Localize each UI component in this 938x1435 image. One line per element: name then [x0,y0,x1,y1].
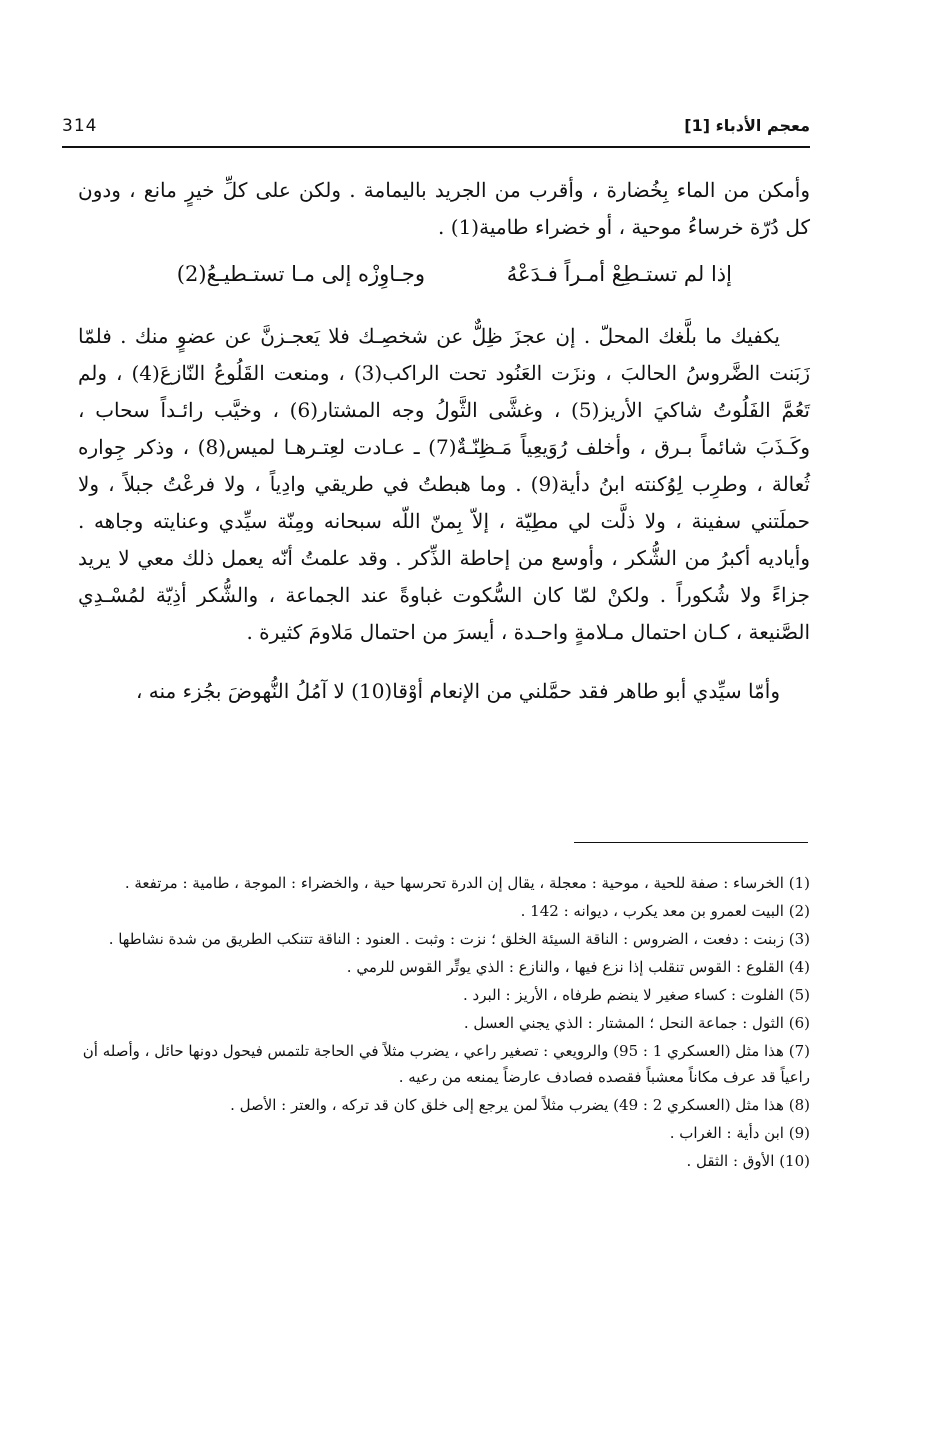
footnote-number: (3) [788,930,810,948]
page-number: 314 [62,116,98,136]
footnote [62,926,810,952]
footnotes [62,870,810,1176]
footnote-text: الأوق : الثقل . [686,1152,775,1170]
page-header [62,112,810,140]
verse-second-hemistich: وجـاوِزْه إلى مـا تستـطيـعُ(2) [176,262,425,286]
paragraph-1: وأمكن من الماء بِخُضارة ، وأقرب من الجريد باليمامة . ولكن على كلِّ خيرٍ مانع ، ودون كل دُرّة خرساءُ موحية ، أو خضراء طامية(1) . [78,178,810,239]
main-text [78,172,810,710]
footnote [62,1120,810,1146]
footnote-text: هذا مثل (العسكري 2 : 49) يضرب مثلاً لمن يرجع إلى خلق كان قد تركه ، والعتر : الأصل . [230,1096,784,1114]
poetry-verse [78,256,810,296]
paragraph-2: يكفيك ما بلَّغك المحلّ . إن عجزَ ظِلٌّ عن شخصِـك فلا يَعجـزنَّ عن عضوٍ منك . فلمّا زَبَنت الضَّروسُ الحالبَ ، ونزَت العَنُود تحت الراكب(3) ، ومنعت القَلُوعُ النّازعَ(4) ، ولم تَعُمَّ الفَلُوتُ شاكيَ الأريز(5) ، وغشَّى الثَّولُ وجه المشتار(6) ، وخيَّب رائـداً سحاب ، وكَـذَبَ شائماً بـرق ، وأخلف رُوَيعِياً مَـظِنّـةٌ(7) ـ عـادت لعِتـرهـا لميس(8) ، وذكر جِواره ثُعالة ، وطرِب لِوُكنته ابنُ دأية(9) . وما هبطتُ في طريقي وادِياً ، ولا فرعْتُ جبلاً ، ولا حملَتني سفينة ، ولا ذلَّت لي مطِيّة ، إلاّ بِمنّ اللّه سبحانه ومِنّة سيِّدي وعنايته وجاهه . وأياديه أكبرُ من الشُّكر ، وأوسع من إحاطة الذِّكر . وقد علمتُ أنّه يعمل ذلك معي لا يريد جزاءً ولا شُكوراً . ولكنْ لمّا كان السُّكوت غباوةً عند الجماعة ، والشُّكر أذِيّة لمُسْـدِي الصَّنيعة ، كـان احتمال مـلامةٍ واحـدة ، أيسرَ من احتمال مَلاومَ كثيرة . [78,324,810,644]
footnote-rule [574,842,808,843]
footnote-number: (9) [788,1124,810,1142]
footnote-number: (6) [788,1014,810,1032]
footnote-number: (5) [788,986,810,1004]
running-title: معجم الأدباء [1] [684,116,810,135]
footnote-text: ابن دأية : الغراب . [669,1124,784,1142]
footnote [62,982,810,1008]
footnote [62,870,810,896]
footnote [62,1148,810,1174]
header-rule [62,146,810,148]
footnote-text: زبنت : دفعت ، الضروس : الناقة السيئة الخلق ؛ نزت : وثبت . العنود : الناقة تتنكب الطريق من شدة نشاطها . [108,930,784,948]
footnote-text: الثول : جماعة النحل ؛ المشتار : الذي يجني العسل . [463,1014,784,1032]
footnote-number: (8) [788,1096,810,1114]
footnote [62,954,810,980]
footnote [62,1092,810,1118]
footnote [62,1038,810,1090]
footnote-number: (10) [779,1152,810,1170]
footnote [62,1010,810,1036]
footnote-text: الخرساء : صفة للحية ، موحية : معجلة ، يقال إن الدرة تحرسها حية ، والخضراء : الموجة ، طامية : مرتفعة . [124,874,784,892]
verse-first-hemistich: إذا لم تستـطِعْ أمـراً فـدَعْهُ [506,262,732,286]
footnote-text: البيت لعمرو بن معد يكرب ، ديوانه : 142 . [520,902,784,920]
footnote-number: (4) [788,958,810,976]
footnote [62,898,810,924]
footnote-number: (2) [788,902,810,920]
footnote-text: الفلوت : كساء صغير لا ينضم طرفاه ، الأريز : البرد . [463,986,784,1004]
footnote-text: هذا مثل (العسكري 1 : 95) والرويعي : تصغير راعي ، يضرب مثلاً في الحاجة تلتمس فيحول دونها حائل ، وأصله أن راعياً قد عرف مكاناً معشباً فقصده فصادف عارضاً يمنعه من رعيه . [82,1042,810,1086]
footnote-number: (7) [788,1042,810,1060]
footnote-number: (1) [788,874,810,892]
paragraph-3: وأمّا سيِّدي أبو طاهر فقد حمَّلني من الإنعام أوْقا(10) لا آمُلُ النُّهوضَ بجُزء منه ، [135,679,780,703]
footnote-text: القلوع : القوس تنقلب إذا نزع فيها ، والنازع : الذي يوتِّر القوس للرمي . [346,958,784,976]
